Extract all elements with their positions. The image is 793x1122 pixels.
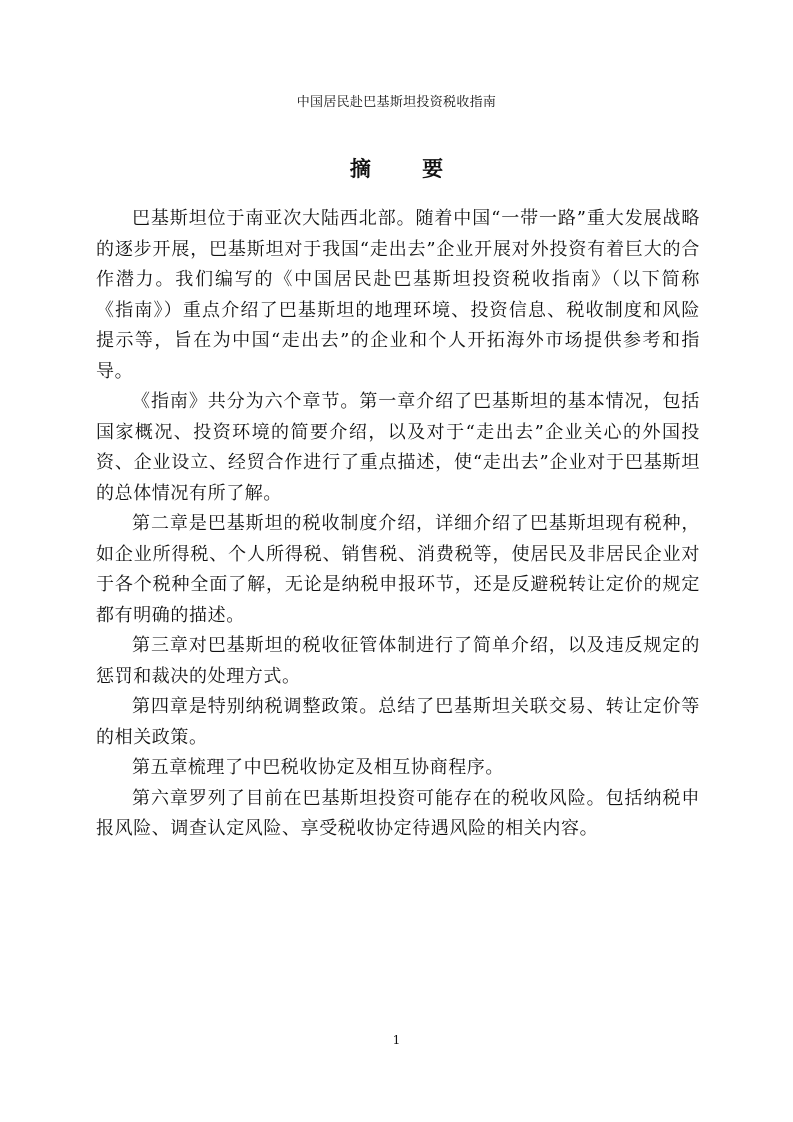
paragraph-chapter-3: 第三章对巴基斯坦的税收征管体制进行了简单介绍，以及违反规定的惩罚和裁决的处理方式。 (96, 635, 700, 687)
page-title: 摘 要 (349, 156, 466, 181)
paragraph-intro: 巴基斯坦位于南亚次大陆西北部。随着中国“一带一路”重大发展战略的逐步开展，巴基斯坦对于我国“走出去”企业开展对外投资有着巨大的合作潜力。我们编写的《中国居民赴巴基斯坦投资税收指南》（以下简称《指南》）重点介绍了巴基斯坦的地理环境、投资信息、税收制度和风险提示等，旨在为中国“走出去”的企业和个人开拓海外市场提供参考和指导。 (96, 208, 700, 382)
running-header: 中国居民赴巴基斯坦投资税收指南 (296, 95, 497, 110)
paragraph-chapter-4: 第四章是特别纳税调整政策。总结了巴基斯坦关联交易、转让定价等的相关政策。 (96, 696, 700, 748)
paragraph-overview: 《指南》共分为六个章节。第一章介绍了巴基斯坦的基本情况，包括国家概况、投资环境的简要介绍，以及对于“走出去”企业关心的外国投资、企业设立、经贸合作进行了重点描述，使“走出去”企业对于巴基斯坦的总体情况有所了解。 (96, 391, 700, 504)
paragraph-chapter-6: 第六章罗列了目前在巴基斯坦投资可能存在的税收风险。包括纳税申报风险、调查认定风险、享受税收协定待遇风险的相关内容。 (96, 787, 700, 839)
body-text (96, 204, 700, 845)
paragraph-chapter-2: 第二章是巴基斯坦的税收制度介绍，详细介绍了巴基斯坦现有税种，如企业所得税、个人所得税、销售税、消费税等，使居民及非居民企业对于各个税种全面了解，无论是纳税申报环节，还是反避税转让定价的规定都有明确的描述。 (96, 513, 700, 626)
paragraph-chapter-5: 第五章梳理了中巴税收协定及相互协商程序。 (132, 757, 504, 778)
page-number: 1 (392, 1033, 401, 1047)
